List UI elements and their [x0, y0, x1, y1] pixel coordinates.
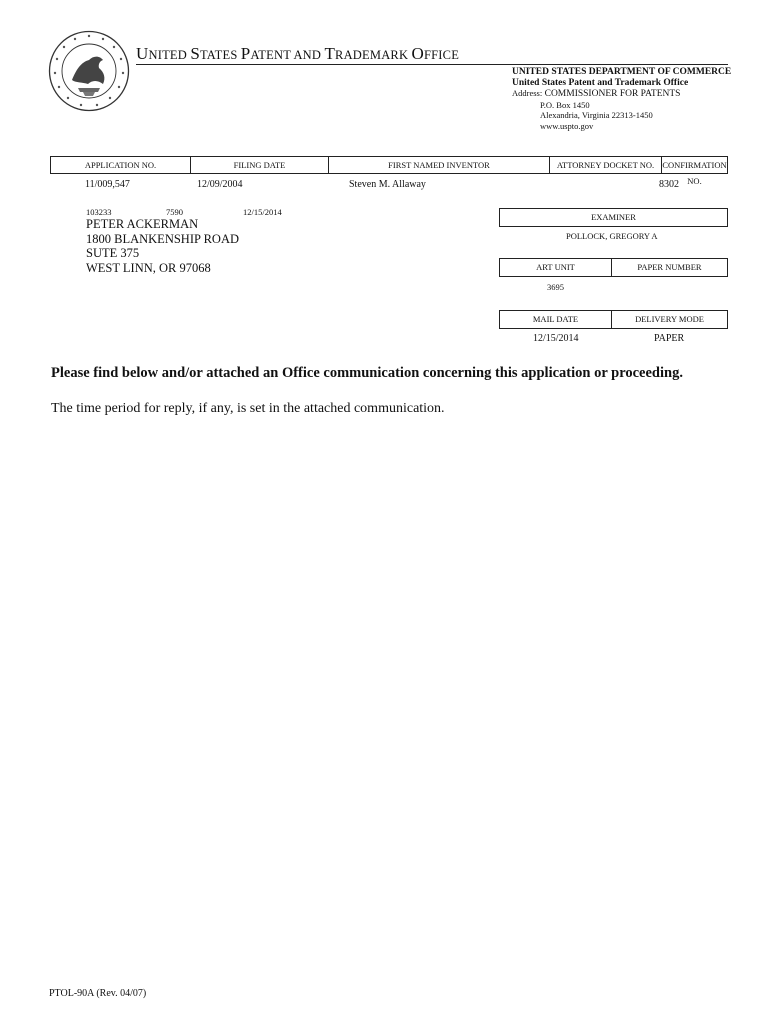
- confirmation-no-value: 8302: [659, 179, 679, 190]
- application-no-value: 11/009,547: [85, 179, 130, 190]
- correspondence-address: [86, 217, 239, 275]
- examiner-name: POLLOCK, GREGORY A: [566, 231, 658, 241]
- mail-date-header-row: [499, 310, 728, 329]
- title-divider: [136, 64, 728, 65]
- uspto-seal-logo: [48, 30, 130, 112]
- department-address-block: [512, 67, 731, 131]
- delivery-mode-value: PAPER: [654, 333, 685, 344]
- filing-date-value: 12/09/2004: [197, 179, 243, 190]
- addressee-name: PETER ACKERMAN: [86, 217, 199, 231]
- address-line: Address: COMMISSIONER FOR PATENTS: [512, 88, 681, 99]
- paper-number-label: PAPER NUMBER: [637, 262, 702, 272]
- art-unit-header-row: [499, 258, 728, 277]
- office-title: UNITED STATES PATENT AND TRADEMARK OFFICE: [136, 44, 460, 63]
- website-link[interactable]: www.uspto.gov: [540, 120, 594, 131]
- examiner-label-box: EXAMINER: [499, 208, 728, 227]
- art-unit-label: ART UNIT: [500, 259, 612, 276]
- delivery-mode-label: DELIVERY MODE: [635, 314, 704, 324]
- department-name: UNITED STATES DEPARTMENT OF COMMERCE: [512, 67, 732, 77]
- po-box: P.O. Box 1450: [540, 99, 590, 110]
- form-identifier: PTOL-90A (Rev. 04/07): [49, 988, 147, 999]
- correspondence-code: 7590: [166, 207, 183, 217]
- header-confirmation-no: CONFIRMATION NO.: [662, 160, 727, 186]
- city-line: Alexandria, Virginia 22313-1450: [540, 110, 653, 120]
- office-name: United States Patent and Trademark Office: [512, 77, 689, 88]
- address-suite: SUTE 375: [86, 246, 140, 260]
- mail-date-label: MAIL DATE: [500, 311, 612, 328]
- art-unit-value: 3695: [547, 282, 564, 292]
- header-filing-date: FILING DATE: [191, 157, 329, 173]
- header-attorney-docket-no: ATTORNEY DOCKET NO.: [550, 157, 662, 173]
- mail-date-value: 12/15/2014: [533, 333, 579, 344]
- header-first-named-inventor: FIRST NAMED INVENTOR: [329, 157, 550, 173]
- inventor-value: Steven M. Allaway: [349, 179, 426, 190]
- customer-number: 103233: [86, 207, 112, 217]
- header-application-no: APPLICATION NO.: [51, 157, 191, 173]
- correspondence-date: 12/15/2014: [243, 207, 282, 217]
- reply-period-notice: The time period for reply, if any, is set in the attached communication.: [51, 401, 445, 416]
- address-street: 1800 BLANKENSHIP ROAD: [86, 231, 240, 246]
- address-city: WEST LINN, OR 97068: [86, 260, 211, 275]
- office-communication-notice: Please find below and/or attached an Office communication concerning this application or proceeding.: [51, 365, 683, 381]
